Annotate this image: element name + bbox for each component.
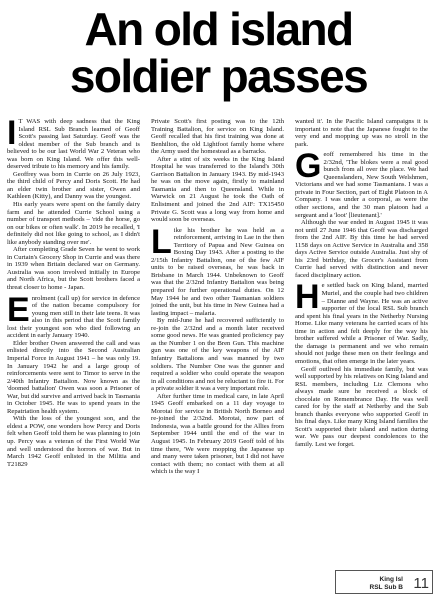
article-paragraph: Private Scott's first posting was to the 12th Training Battalion, for service on King Island. Geoff recalled that his first training was done at Benhilton, the old Lightfoot family home where the Army used the homestead as a barracks. [151, 118, 284, 156]
paragraph-text: eoff remembered his time in the 2/32nd, 'The blokes were a real good bunch from all over the place. We had Queenslanders, New South Welshmen, Victorians and we had some Tasmanians. I was a private in Four Section, part of Eight Platoon in A Company. I was under a corporal, as were the other sections, and the 30 man platoon had a sergeant and a 'loot' [lieutenant].' [295, 151, 428, 219]
drop-cap: H [295, 278, 320, 317]
paragraph-text: ike his brother he was held as a reinforcement, arriving in Lae in the then Territory of Papua and New Guinea on Boxing Day 1943. After a posting to the 2/15th Infantry Battalion, one of the few AIF units to be raised overseas, he was back in Brisbane in March 1944. Unbeknown to Geoff was that the 2/32nd Infantry Battalion was being prepared for further operational duties. On 12 May 1944 he and two other Tasmanian soldiers joined the unit, but his time in New Guinea had a lasting impact – malaria. [151, 226, 284, 317]
paragraph-text: T WAS with deep sadness that the King Island RSL Sub Branch learned of Geoff Scott's passing last Saturday. Geoff was the oldest member of the Sub branch and is believed to be our last World War 2 Veteran who was born on King Island. We offer this well-deserved tribute to his memory and his family. [7, 118, 140, 171]
footer-label: King Isl RSL Sub B [369, 576, 403, 591]
drop-cap: I [7, 114, 17, 152]
article-paragraph: Geoffrey was born in Currie on 26 July 1923, the third child of Percy and Doris Scott. He had an elder twin brother and sister, Owen and Kathleen (Kitty), and Danny was the youngest. [7, 170, 140, 201]
drop-cap: E [7, 290, 30, 329]
article-paragraph [151, 222, 284, 318]
drop-cap: L [151, 222, 172, 261]
article-paragraph [7, 290, 140, 340]
paragraph-text: nrolment (call up) for service in defence of the nation became compulsory for young men still in their late teens. It was also in this period that the Scott family lost their youngest son who died following an accident in early January 1940. [7, 294, 140, 340]
page-number: 11 [413, 575, 429, 592]
paragraph-text: e settled back on King Island, married Muriel, and the couple had two children – Dianne and Wayne. He was an active supporter of the local RSL Sub branch and spent his final years in the Netherby Nursing Home. Like many veterans he carried scars of his time in action and felt deeply for the way his brother suffered while a Prisoner of War. Sadly, the damage is permanent and we who remain should not judge these men on their feelings and emotions, that often emerge in the later years. [295, 282, 428, 365]
article-paragraph: Geoff outlived his immediate family, but was well supported by his relatives on King Island and RSL members, including Liz Clemons who always made sure he received a block of chocolate on Remembrance Day. He was well cared for by the staff at Netherby and the Sub branch thanks everyone who supported Geoff in his final days. Like many King Island families the Scott's supported their island and nation during war. We pass our deepest condolences to the family. Lest we forget. [295, 365, 428, 448]
headline-line-1: An old island [84, 3, 353, 55]
article-column-2 [151, 118, 284, 476]
drop-cap: G [295, 147, 322, 186]
article-column-1 [7, 114, 140, 468]
headline-line-2: soldier passes [69, 50, 368, 102]
article-paragraph [7, 114, 140, 171]
article-column-3 [295, 118, 428, 449]
article-paragraph: After a stint of six weeks in the King Island Hospital he was transferred to the Island's 30th Garrison Battalion in January 1943. By mid-1943 he was on the move again, firstly to mainland Tasmania and then to Queensland. While in Warwick on 21 August he took the Oath of Enlistment and joined the 2nd AIF: TX15450 Private G. Scott was a long way from home and would soon be overseas. [151, 155, 284, 224]
article-paragraph: wanted it'. In the Pacific Island campaigns it is important to note that the Japanese fought to the very end and mopping up was no stroll in the park. [295, 118, 428, 148]
article-paragraph: Although the war ended in August 1945 it was not until 27 June 1946 that Geoff was discharged from the 2nd AIF. By this time he had served 1158 days on Active Service in Australia and 358 days Active Service outside Australia. Just shy of his 23rd birthday, the Grocer's Assistant from Currie had served with distinction and never faced disciplinary action. [295, 219, 428, 279]
article-paragraph: With the loss of the youngest son, and the eldest a POW, one wonders how Percy and Doris felt when Geoff told them he was planning to join up. Percy was a veteran of the First World War and well understood the horrors of war. But in March 1942 Geoff enlisted in the Militia and T21829 [7, 415, 140, 468]
article-paragraph [295, 147, 428, 219]
article-paragraph [295, 278, 428, 365]
article-paragraph: By mid-June he had recovered sufficiently to re-join the 2/32nd and a month later received some good news. He was granted proficiency pay as the Number 1 on the Bren Gun. This machine gun was one of the key weapons of the AIF Infantry Battalions and was manned by two soldiers. The Number One was the gunner and required a soldier who could operate the weapon in all conditions and not be reluctant to fire it. For a private soldier it was a very important role. [151, 317, 284, 393]
article-paragraph: His early years were spent on the family dairy farm and he attended Currie School using a number of transport methods – 'ride the horse, go on our bikes or often walk'. In 2019 he recalled, 'I definitely did not like going to school, as I didn't like anybody standing over me'. [7, 201, 140, 246]
article-paragraph: After completing Grade Seven he went to work in Curtain's Grocery Shop in Currie and was there in 1939 when Britain declared war on Germany. Australia was soon involved initially in Europe and North Africa, but the Scott brothers faced a threat closer to home - Japan. [7, 246, 140, 292]
article-paragraph: Elder brother Owen answered the call and was enlisted directly into the Second Australian Imperial Force in August 1941 – he was only 19. In January 1942 he and a large group of reinforcements were sent to Timor to serve in the 2/40th Infantry Battalion. Now known as the 'doomed battalion' Owen was soon a Prisoner of War, but did survive and arrived back in Tasmania in October 1945. He was to spend years in the Repatriation health system. [7, 339, 140, 415]
article-paragraph: After further time in medical care, in late April 1945 Geoff embarked on a 11 day voyage to Morotai for service in British North Borneo and re-joined the 2/32nd. Morotai, now part of Indonesia, was a battle ground for the Allies from September 1944 until the end of the war in August 1945. In February 2019 Geoff told of his time there, 'We were mopping the Japanese up and many were taken prisoner, but I did not have contact with them; no contact with them at all which is the way I [151, 392, 284, 476]
headline [0, 3, 437, 102]
